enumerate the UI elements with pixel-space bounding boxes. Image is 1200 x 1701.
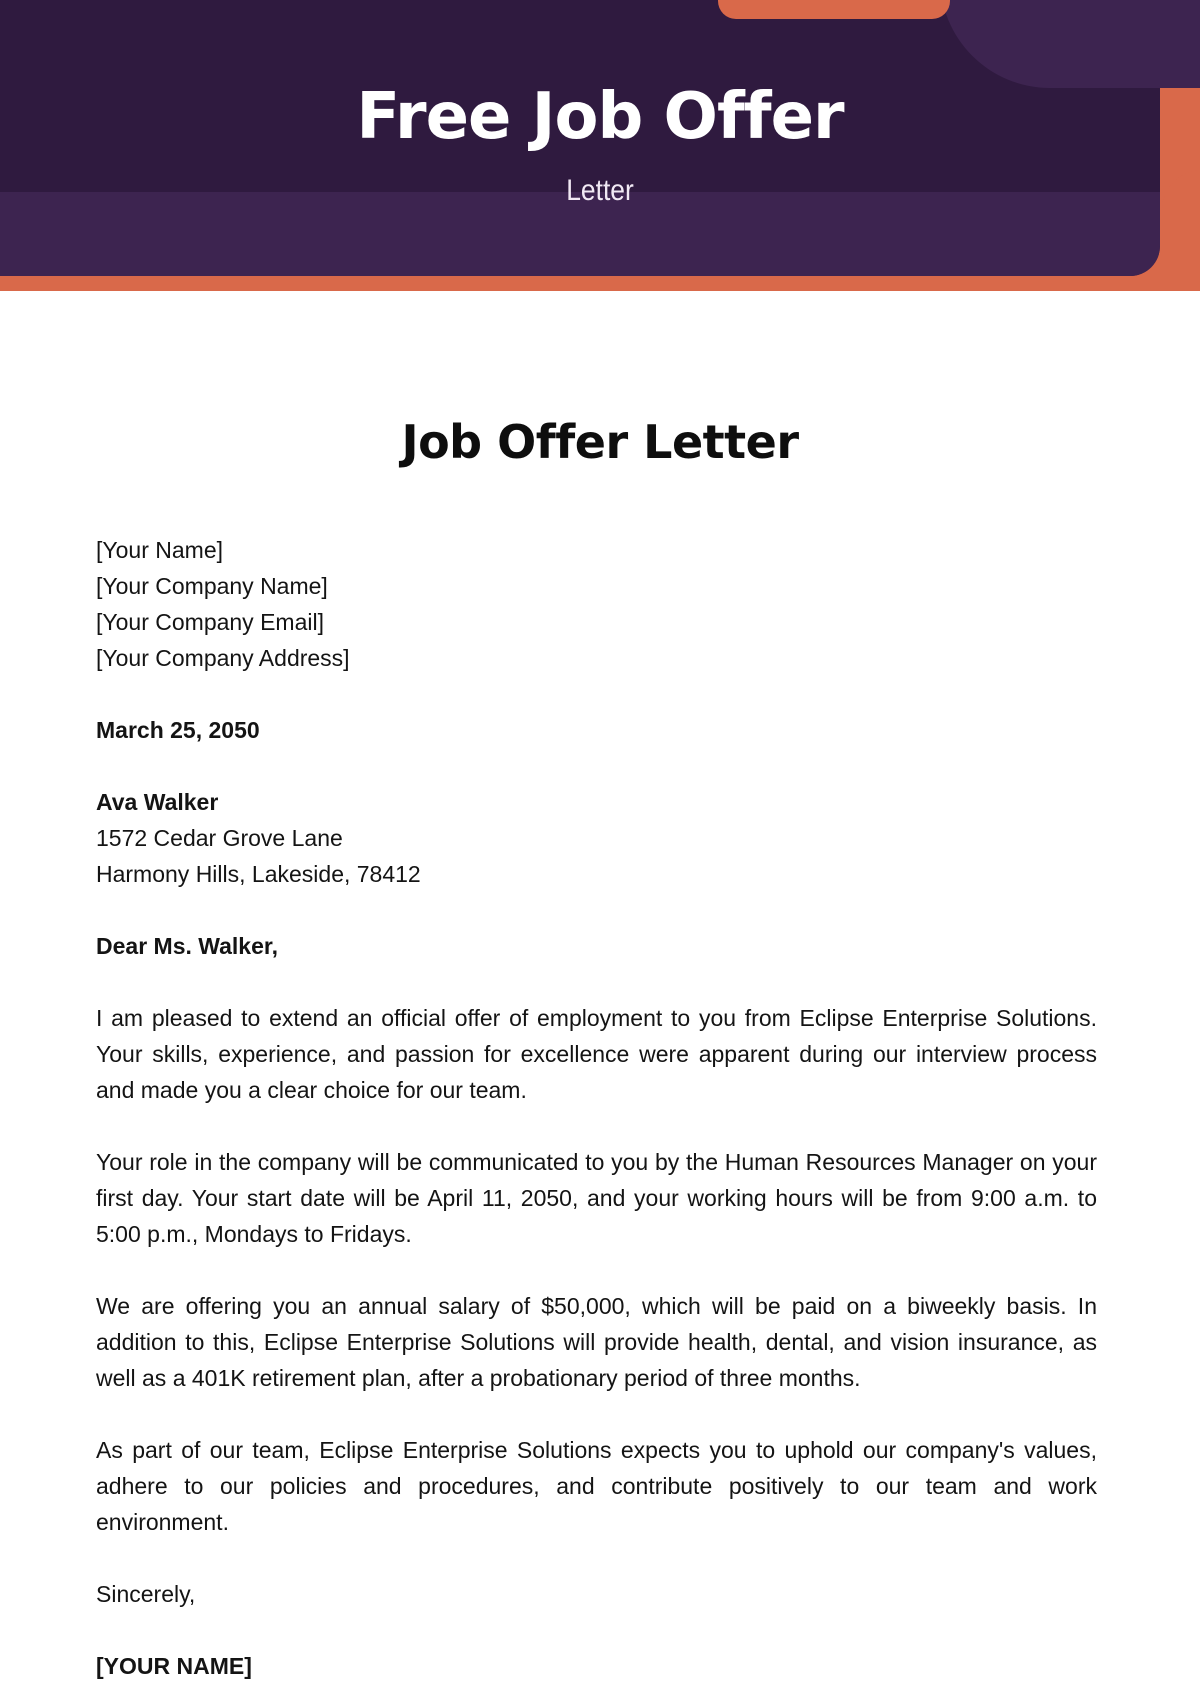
signature-name: [YOUR NAME] (96, 1653, 252, 1679)
closing: Sincerely, (96, 1581, 196, 1607)
sender-name: [Your Name] (96, 537, 223, 563)
paragraph-role: Your role in the company will be communicated to you by the Human Resources Manager on your first day. Your start date will be April 11, 2050, and your working hours will be from 9:00 a.m. to 5:00 p.m., Mondays to Fridays. (96, 1149, 1097, 1247)
sender-company-address: [Your Company Address] (96, 645, 350, 671)
sender-company-name: [Your Company Name] (96, 573, 328, 599)
letter-date: March 25, 2050 (96, 717, 260, 743)
document-title: Job Offer Letter (401, 415, 799, 469)
paragraph-expectations: As part of our team, Eclipse Enterprise Solutions expects you to uphold our company's values, adhere to our policies and procedures, and contribute positively to our team and work environment. (96, 1437, 1097, 1535)
sender-block (96, 532, 1097, 676)
date-block (96, 712, 1097, 748)
letter-body (96, 532, 1097, 1684)
signature-block (96, 1648, 1097, 1684)
recipient-block (96, 784, 1097, 892)
paragraph-offer: I am pleased to extend an official offer of employment to you from Eclipse Enterprise Solutions. Your skills, experience, and passion for excellence were apparent during our interview process and made you a clear choice for our team. (96, 1005, 1097, 1103)
paragraph-compensation: We are offering you an annual salary of $50,000, which will be paid on a biweekly basis. In addition to this, Eclipse Enterprise Solutions will provide health, dental, and vision insurance, as well as a 401K retirement plan, after a probationary period of three months. (96, 1293, 1097, 1391)
header-banner (0, 0, 1200, 291)
recipient-address-line1: 1572 Cedar Grove Lane (96, 825, 343, 851)
banner-orange-tab (718, 0, 950, 19)
recipient-name: Ava Walker (96, 789, 219, 815)
salutation-block (96, 928, 1097, 964)
banner-subtitle: Letter (566, 174, 634, 207)
banner-title: Free Job Offer (356, 80, 844, 154)
sender-company-email: [Your Company Email] (96, 609, 324, 635)
closing-block (96, 1576, 1097, 1612)
recipient-address-line2: Harmony Hills, Lakeside, 78412 (96, 861, 421, 887)
salutation: Dear Ms. Walker, (96, 933, 278, 959)
